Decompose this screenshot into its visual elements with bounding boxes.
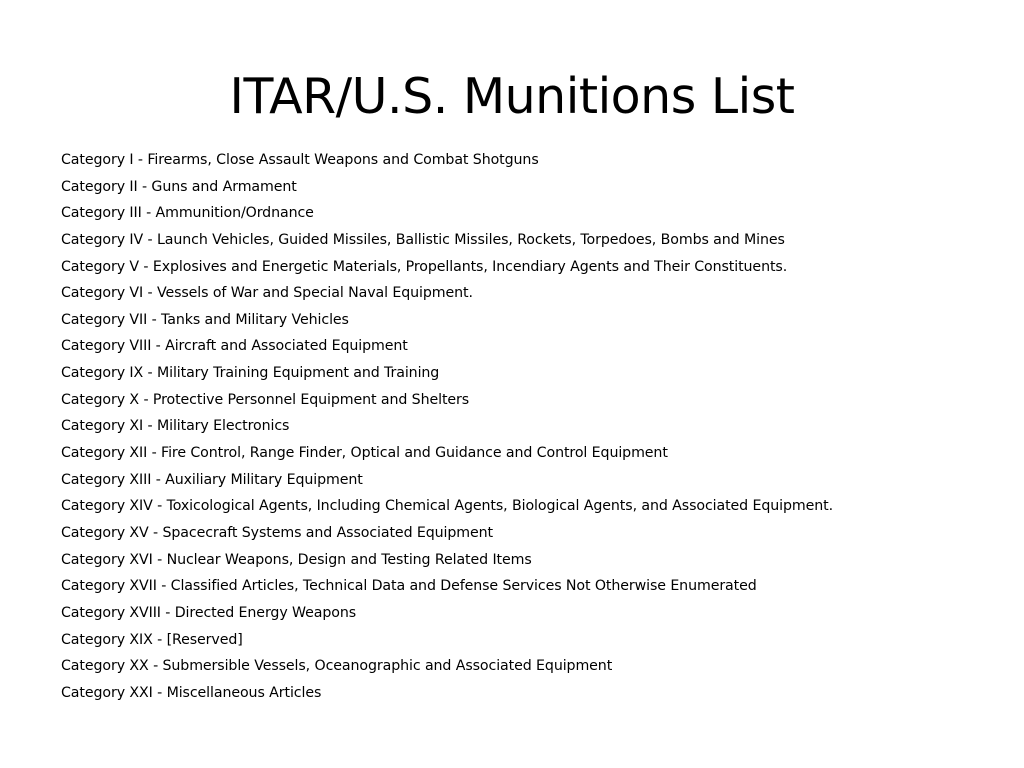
category-item-11: Category XI - Military Electronics: [61, 418, 290, 435]
category-item-10: Category X - Protective Personnel Equipment and Shelters: [61, 391, 470, 408]
category-item-2: Category II - Guns and Armament: [61, 178, 297, 195]
category-item-15: Category XV - Spacecraft Systems and Associated Equipment: [61, 524, 493, 541]
category-item-5: Category V - Explosives and Energetic Materials, Propellants, Incendiary Agents and Their Constituents.: [61, 258, 788, 275]
category-item-19: Category XIX - [Reserved]: [61, 631, 243, 648]
category-item-16: Category XVI - Nuclear Weapons, Design and Testing Related Items: [61, 551, 532, 568]
category-item-14: Category XIV - Toxicological Agents, Including Chemical Agents, Biological Agents, and Associated Equipment.: [61, 498, 834, 515]
category-item-4: Category IV - Launch Vehicles, Guided Missiles, Ballistic Missiles, Rockets, Torpedoes, Bombs and Mines: [61, 231, 785, 248]
category-item-8: Category VIII - Aircraft and Associated Equipment: [61, 338, 408, 355]
category-item-9: Category IX - Military Training Equipment and Training: [61, 365, 440, 382]
slide-title: ITAR/U.S. Munitions List: [229, 68, 795, 125]
category-item-3: Category III - Ammunition/Ordnance: [61, 205, 314, 222]
category-item-17: Category XVII - Classified Articles, Technical Data and Defense Services Not Otherwise Enumerated: [61, 578, 757, 595]
category-item-1: Category I - Firearms, Close Assault Weapons and Combat Shotguns: [61, 152, 539, 168]
category-list: [61, 147, 833, 706]
category-item-12: Category XII - Fire Control, Range Finder, Optical and Guidance and Control Equipment: [61, 445, 668, 462]
category-item-13: Category XIII - Auxiliary Military Equipment: [61, 471, 363, 488]
category-item-21: Category XXI - Miscellaneous Articles: [61, 684, 322, 701]
category-item-18: Category XVIII - Directed Energy Weapons: [61, 604, 357, 621]
category-item-20: Category XX - Submersible Vessels, Oceanographic and Associated Equipment: [61, 658, 613, 675]
category-item-7: Category VII - Tanks and Military Vehicles: [61, 311, 349, 328]
category-item-6: Category VI - Vessels of War and Special Naval Equipment.: [61, 285, 473, 302]
